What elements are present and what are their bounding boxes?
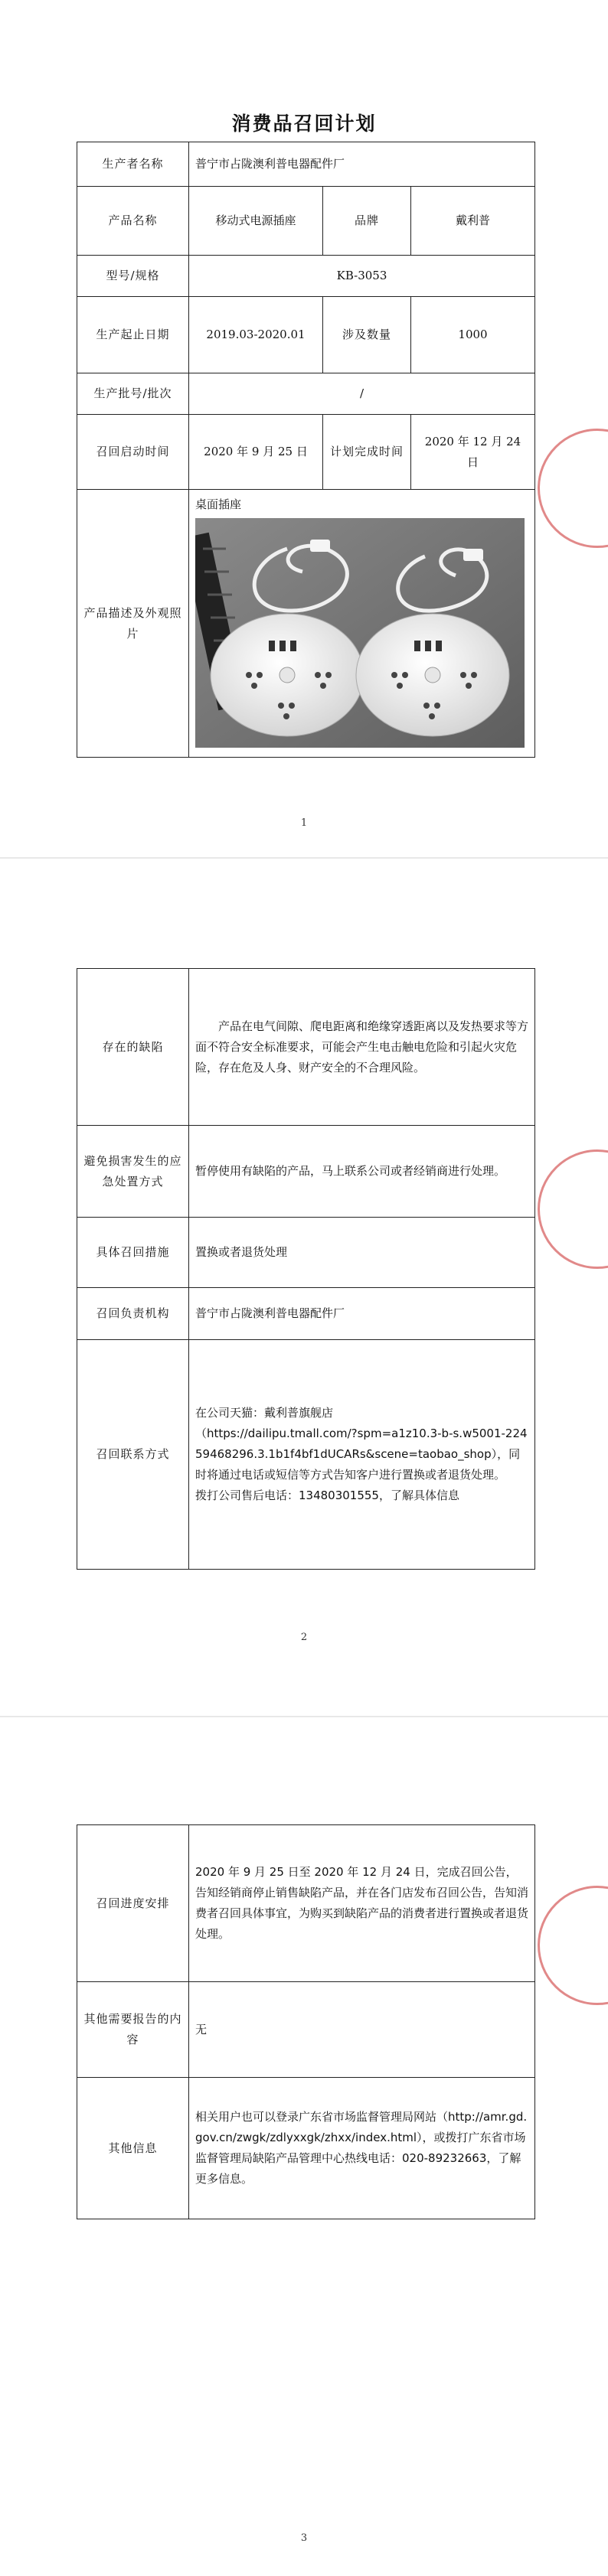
other-report-label: 其他需要报告的内容 <box>77 1982 189 2078</box>
contact-label: 召回联系方式 <box>77 1340 189 1570</box>
defect-value: 产品在电气间隙、爬电距离和绝缘穿透距离以及发热要求等方面不符合安全标准要求，可能会产生电击触电危险和引起火灾危险，存在危及人身、财产安全的不合理风险。 <box>189 969 535 1126</box>
progress-value: 2020 年 9 月 25 日至 2020 年 12 月 24 日，完成召回公告，告知经销商停止销售缺陷产品，并在各门店发布召回公告，告知消费者召回具体事宜，为购买到缺陷产品的消费者进行置换或者退货处理。 <box>189 1825 535 1982</box>
other-report-value: 无 <box>189 1982 535 2078</box>
recall-progress-table <box>77 1824 535 2219</box>
model-value: KB-3053 <box>189 256 535 297</box>
org-label: 召回负责机构 <box>77 1288 189 1340</box>
start-label: 召回启动时间 <box>77 415 189 490</box>
emergency-value: 暂停使用有缺陷的产品，马上联系公司或者经销商进行处理。 <box>189 1126 535 1218</box>
red-seal-stamp <box>538 429 608 548</box>
other-info-value: 相关用户也可以登录广东省市场监督管理局网站（http://amr.gd.gov.cn/zwgk/zdlyxxgk/zhxx/index.html），或拨打广东省市场监督管理局缺陷产品管理中心热线电话：020-89232663，了解更多信息。 <box>189 2078 535 2219</box>
red-seal-stamp <box>538 1886 608 2005</box>
org-value: 普宁市占陇澳利普电器配件厂 <box>189 1288 535 1340</box>
contact-phone: 拨打公司售后电话：13480301555，了解具体信息 <box>195 1489 459 1502</box>
producer-value: 普宁市占陇澳利普电器配件厂 <box>189 142 535 187</box>
contact-url: （https://dailipu.tmall.com/?spm=a1z10.3-b-s.w5001-22459468296.3.1b1f4bf1dUCARs&scene=taobao_shop），同时将通过电话或短信等方式告知客户进行置换或者退货处理。 <box>195 1427 528 1482</box>
document-title: 消费品召回计划 <box>231 112 377 135</box>
product-photo <box>195 518 525 748</box>
product-label: 产品名称 <box>77 187 189 256</box>
end-label: 计划完成时间 <box>323 415 411 490</box>
model-label: 型号/规格 <box>77 256 189 297</box>
page-2 <box>0 859 608 1717</box>
brand-label: 品牌 <box>323 187 411 256</box>
measure-value: 置换或者退货处理 <box>189 1218 535 1288</box>
start-value: 2020 年 9 月 25 日 <box>189 415 323 490</box>
end-value: 2020 年 12 月 24 日 <box>411 415 535 490</box>
batch-label: 生产批号/批次 <box>77 373 189 415</box>
recall-measures-table <box>77 968 535 1570</box>
qty-label: 涉及数量 <box>323 297 411 373</box>
measure-label: 具体召回措施 <box>77 1218 189 1288</box>
brand-value: 戴利普 <box>411 187 535 256</box>
qty-value: 1000 <box>411 297 535 373</box>
defect-label: 存在的缺陷 <box>77 969 189 1126</box>
other-info-label: 其他信息 <box>77 2078 189 2219</box>
progress-label: 召回进度安排 <box>77 1825 189 1982</box>
period-value: 2019.03-2020.01 <box>189 297 323 373</box>
recall-info-table <box>77 142 535 758</box>
red-seal-stamp <box>538 1149 608 1269</box>
emergency-label: 避免损害发生的应急处置方式 <box>77 1126 189 1218</box>
desc-label: 产品描述及外观照片 <box>77 490 189 758</box>
batch-value: / <box>189 373 535 415</box>
page-number: 2 <box>300 1632 308 1643</box>
page-3 <box>0 1717 608 2576</box>
product-value: 移动式电源插座 <box>189 187 323 256</box>
period-label: 生产起止日期 <box>77 297 189 373</box>
contact-store: 在公司天猫：戴利普旗舰店 <box>195 1406 334 1420</box>
photo-caption: 桌面插座 <box>195 497 242 511</box>
producer-label: 生产者名称 <box>77 142 189 187</box>
page-number: 1 <box>300 817 308 829</box>
page-number: 3 <box>300 2532 308 2544</box>
page-1 <box>0 0 608 859</box>
